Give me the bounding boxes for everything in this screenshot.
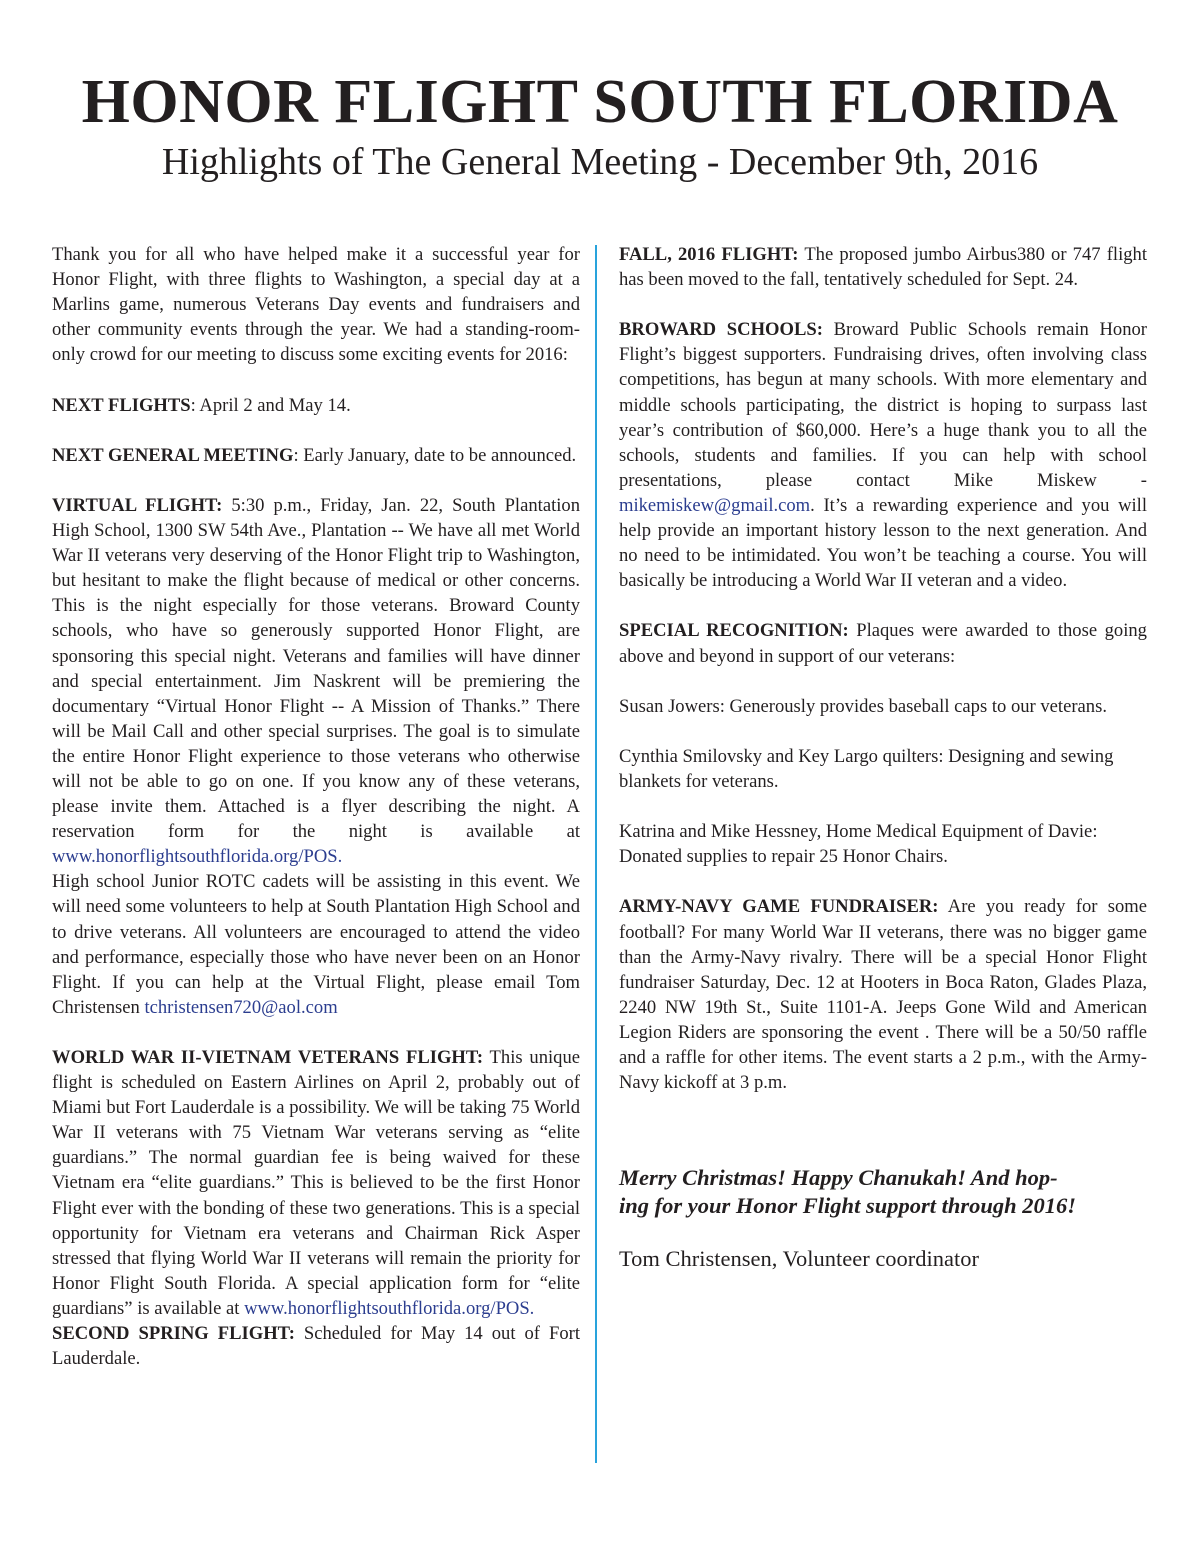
virtual-flight-section: [52, 493, 580, 869]
second-spring-label: SECOND SPRING FLIGHT:: [52, 1323, 295, 1345]
recognition-item: Cynthia Smilovsky and Key Largo quilters: Designing and sewing blankets for veterans.: [619, 745, 1114, 792]
virtual-flight-link[interactable]: www.honorflightsouthflorida.org/POS.: [52, 846, 343, 868]
special-recognition-section: [619, 618, 1147, 668]
second-spring-text: Scheduled for May 14 out of Fort Lauderdale.: [52, 1323, 580, 1370]
army-navy-label: ARMY-NAVY GAME FUNDRAISER:: [619, 896, 939, 918]
recognition-item: Katrina and Mike Hessney, Home Medical Equipment of Davie: Donated supplies to repair 25 Honor Chairs.: [619, 821, 1098, 868]
wwii-vietnam-text: This unique flight is scheduled on Eastern Airlines on April 2, probably out of Miami but Fort Lauderdale is a possibility. We will be taking 75 World War II veterans with 75 Vietnam War veterans serving as “elite guardians.” The normal guardian fee is being waived for these Vietnam era “elite guardians.” This is believed to be the first Honor Flight ever with the bonding of these two generations. This is a special opportunity for Vietnam era veterans and Chairman Rick Asper stressed that flying World War II veterans will remain the priority for Honor Flight South Florida. A special application form for “elite guardians” is available at: [52, 1047, 581, 1319]
page-title: HONOR FLIGHT SOUTH FLORIDA: [81, 68, 1119, 136]
virtual-flight-text: 5:30 p.m., Friday, Jan. 22, South Plantation High School, 1300 SW 54th Ave., Plantation -- We have all met World War II veterans very deserving of the Honor Flight trip to Washington, but hesitant to make the flight because of medical or other concerns. This is the night especially for those veterans. Broward County schools, who have so generously supported Honor Flight, are sponsoring this special night. Veterans and families will have dinner and special entertainment. Jim Naskrent will be premiering the documentary “Virtual Honor Flight -- A Mission of Thanks.” There will be Mail Call and other special surprises. The goal is to simulate the entire Honor Flight experience to those veterans who otherwise will not be able to go on one. If you know any of these veterans, please invite them. Attached is a flyer describing the night. A reservation form for the night is available at: [52, 494, 580, 843]
virtual-flight-volunteers: [52, 869, 580, 1020]
wwii-vietnam-section: [52, 1045, 580, 1321]
column-divider: [595, 245, 597, 1463]
recognition-item: Susan Jowers: Generously provides baseball caps to our veterans.: [619, 695, 1107, 717]
spacer: [619, 1120, 1147, 1164]
right-column: [619, 242, 1147, 1298]
special-recognition-text: Plaques were awarded to those going above and beyond in support of our veterans:: [619, 620, 1147, 667]
virtual-flight-text-2: High school Junior ROTC cadets will be assisting in this event. We will need some volunteers to help at South Plantation High School and to drive veterans. All volunteers are encouraged to attend the video and performance, especially those who have never been on an Honor Flight. If you can help at the Virtual Flight, please email Tom Christensen: [52, 871, 580, 1018]
next-meeting-label: NEXT GENERAL MEETING: [52, 444, 294, 466]
next-meeting-text: : Early January, date to be announced.: [293, 444, 577, 466]
next-flights-text: : April 2 and May 14.: [190, 394, 351, 416]
signature: Tom Christensen, Volunteer coordinator: [619, 1246, 980, 1272]
virtual-flight-email-link[interactable]: tchristensen720@aol.com: [144, 996, 338, 1018]
left-column: [52, 242, 580, 1396]
broward-schools-email-link[interactable]: mikemiskew@gmail.com: [619, 494, 811, 516]
intro-paragraph: Thank you for all who have helped make it a successful year for Honor Flight, with three flights to Washington, a special day at a Marlins game, numerous Veterans Day events and fundraisers and other community events through the year. We had a standing-room-only crowd for our meeting to discuss some exciting events for 2016:: [52, 244, 580, 366]
army-navy-text: Are you ready for some football? For many World War II veterans, there was no bigger game than the Army-Navy rivalry. There will be a special Honor Flight fundraiser Saturday, Dec. 12 at Hooters in Boca Raton, Glades Plaza, 2240 NW 19th St., Suite 1101-A. Jeeps Gone Wild and American Legion Riders are sponsoring the event . There will be a 50/50 raffle and a raffle for other items. The event starts a 2 p.m., with the Army-Navy kickoff at 3 p.m.: [619, 896, 1147, 1094]
broward-schools-text-2: . It’s a rewarding experience and you will help provide an important history lesson to the next generation. And no need to be intimidated. You won’t be teaching a course. You will basically be introducing a World War II veteran and a video.: [619, 494, 1147, 592]
second-spring-section: [52, 1321, 580, 1371]
fall-flight-section: [619, 242, 1147, 292]
broward-schools-section: [619, 317, 1147, 593]
army-navy-section: [619, 894, 1147, 1095]
next-flights-section: [52, 393, 580, 418]
next-flights-label: NEXT FLIGHTS: [52, 394, 191, 416]
fall-flight-text: The proposed jumbo Airbus380 or 747 flight has been moved to the fall, tentatively scheduled for Sept. 24.: [619, 244, 1147, 291]
closing-line-2: ing for your Honor Flight support through 2016!: [619, 1193, 1077, 1219]
wwii-vietnam-label: WORLD WAR II-VIETNAM VETERANS FLIGHT:: [52, 1047, 484, 1068]
broward-schools-label: BROWARD SCHOOLS:: [619, 319, 823, 341]
broward-schools-text: Broward Public Schools remain Honor Flight’s biggest supporters. Fundraising drives, often involving class competitions, has begun at many schools. With more elementary and middle schools participating, the district is hoping to surpass last year’s contribution of $60,000. Here’s a huge thank you to all the schools, students and families. If you can help with school presentations, please contact Mike Miskew -: [619, 319, 1147, 491]
closing-line-1: Merry Christmas! Happy Chanukah! And hop-: [619, 1165, 1058, 1191]
closing-message: [619, 1164, 1147, 1220]
page-subtitle: Highlights of The General Meeting - December 9th, 2016: [161, 141, 1039, 183]
special-recognition-label: SPECIAL RECOGNITION:: [619, 620, 849, 642]
next-meeting-section: [52, 443, 580, 468]
virtual-flight-label: VIRTUAL FLIGHT:: [52, 494, 223, 516]
wwii-vietnam-link[interactable]: www.honorflightsouthflorida.org/POS.: [244, 1297, 535, 1319]
fall-flight-label: FALL, 2016 FLIGHT:: [619, 244, 799, 265]
